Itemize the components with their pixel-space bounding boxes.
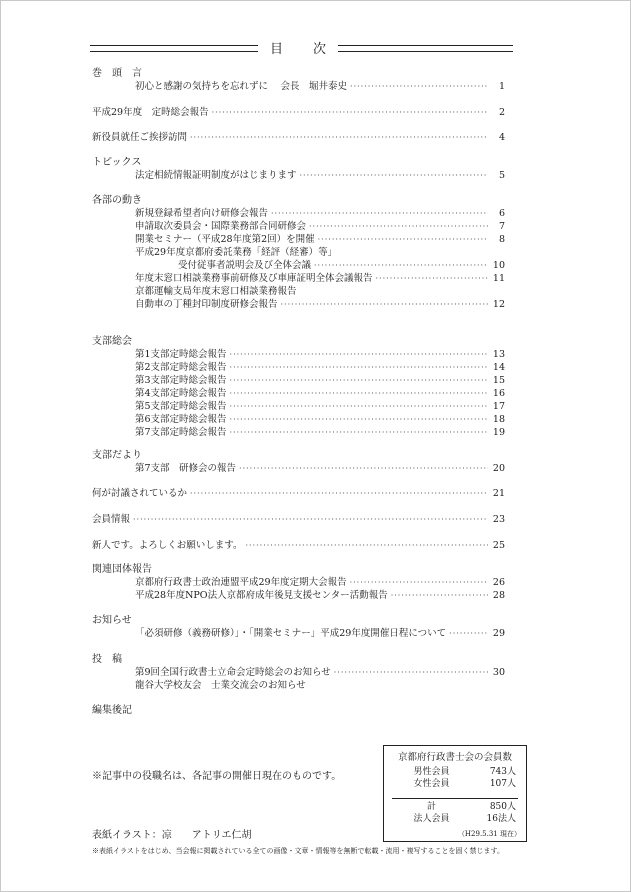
- member-label: 女性会員: [413, 779, 450, 789]
- entry-title: 新役員就任ご挨拶訪問: [92, 132, 188, 143]
- leader-dots: [449, 627, 488, 640]
- member-row-male: [384, 767, 526, 778]
- toc-entry[interactable]: [135, 400, 505, 413]
- entry-title: 自動車の丁種封印制度研修会報告: [135, 299, 278, 310]
- entry-title: 初心と感謝の気持ちを忘れずに 会長 堀井泰史: [135, 81, 348, 92]
- entry-title: 会員情報: [92, 514, 131, 525]
- leader-dots: [376, 272, 488, 285]
- page-number: 17: [492, 401, 505, 412]
- member-value: 107人: [489, 779, 516, 789]
- toc-entry[interactable]: [92, 131, 505, 144]
- entry-title: 新規登録希望者向け研修会報告: [135, 208, 269, 219]
- page-number: 26: [492, 577, 505, 588]
- leader-dots: [271, 207, 488, 220]
- toc-entry[interactable]: [135, 272, 505, 285]
- page-number: 18: [492, 414, 505, 425]
- toc-entry[interactable]: [135, 426, 505, 439]
- role-note: ※記事中の役職名は、各記事の開催日現在のものです。: [92, 771, 342, 782]
- leader-dots: [300, 169, 488, 182]
- entry-title: 第1支部定時総会報告: [135, 349, 227, 360]
- entry-title: 第3支部定時総会報告: [135, 375, 227, 386]
- toc-entry[interactable]: [92, 513, 505, 526]
- member-value: 743人: [489, 767, 516, 777]
- title-rule-left: [90, 45, 258, 52]
- page-number: 21: [492, 488, 505, 499]
- leader-dots: [350, 80, 488, 93]
- leader-dots: [230, 413, 488, 426]
- page-number: 5: [498, 170, 505, 181]
- page-number: 28: [492, 590, 505, 601]
- leader-dots: [239, 462, 488, 475]
- leader-dots: [245, 539, 488, 552]
- section-topics: トピックス: [92, 157, 142, 168]
- leader-dots: [230, 387, 488, 400]
- page-number: 15: [492, 375, 505, 386]
- member-label: 法人会員: [413, 814, 450, 824]
- member-row-corp: [384, 814, 526, 825]
- toc-entry[interactable]: [135, 348, 505, 361]
- page-number: 13: [492, 349, 505, 360]
- toc-entry[interactable]: [135, 462, 505, 475]
- toc-entry[interactable]: [92, 487, 505, 500]
- leader-dots: [391, 589, 488, 602]
- entry-title: 新人です。よろしくお願いします。: [92, 540, 243, 551]
- title-rule-right: [338, 45, 513, 52]
- leader-dots: [230, 426, 488, 439]
- toc-entry-line: 京都運輸支局年度末窓口相談業務報告: [135, 286, 297, 297]
- toc-entry[interactable]: [135, 298, 505, 311]
- entry-title: 第4支部定時総会報告: [135, 388, 227, 399]
- toc-entry-line: 平成29年度京都府委託業務「経評（経審）等」: [135, 247, 338, 258]
- leader-dots: [350, 576, 488, 589]
- page-number: 1: [498, 81, 505, 92]
- member-count-box: [383, 745, 527, 842]
- entry-title: 受付従事者説明会及び全体会議: [178, 260, 312, 271]
- page-number: 29: [492, 628, 505, 639]
- leader-dots: [212, 106, 488, 119]
- entry-title: 法定相続情報証明制度がはじまります: [135, 170, 297, 181]
- page-number: 2: [498, 107, 505, 118]
- entry-title: 第9回全国行政書士立命会定時総会のお知らせ: [135, 667, 331, 678]
- section-shibu-soukai: 支部総会: [92, 336, 132, 347]
- page-number: 10: [492, 260, 505, 271]
- toc-entry[interactable]: [92, 106, 505, 119]
- entry-title: 第2支部定時総会報告: [135, 362, 227, 373]
- entry-title: 申請取次委員会・国際業務部合同研修会: [135, 221, 307, 232]
- page-number: 23: [492, 514, 505, 525]
- entry-title: 第7支部 研修会の報告: [135, 463, 237, 474]
- leader-dots: [133, 513, 488, 526]
- entry-title: 「必須研修（義務研修）」・「開業セミナー」平成29年度開催日程について: [135, 628, 447, 639]
- leader-dots: [309, 220, 488, 233]
- leader-dots: [230, 400, 488, 413]
- section-touko: 投稿: [92, 654, 132, 665]
- entry-title: 第5支部定時総会報告: [135, 401, 227, 412]
- entry-title: 何が討議されているか: [92, 488, 188, 499]
- toc-entry[interactable]: [135, 233, 505, 246]
- page-number: 7: [498, 221, 505, 232]
- toc-entry[interactable]: [135, 220, 505, 233]
- entry-title: 第6支部定時総会報告: [135, 414, 227, 425]
- leader-dots: [281, 298, 488, 311]
- member-label: 計: [426, 802, 436, 812]
- leader-dots: [318, 233, 488, 246]
- member-row-female: [384, 779, 526, 790]
- leader-dots: [334, 666, 488, 679]
- section-bukai: 各部の動き: [92, 195, 142, 206]
- entry-title: 平成29年度 定時総会報告: [92, 107, 209, 118]
- toc-entry[interactable]: [135, 576, 505, 589]
- toc-entry[interactable]: [178, 259, 505, 272]
- page-number: 19: [492, 427, 505, 438]
- toc-entry[interactable]: [135, 666, 505, 679]
- title-char-1: 目: [270, 42, 284, 57]
- leader-dots: [230, 348, 488, 361]
- leader-dots: [190, 487, 488, 500]
- page-number: 30: [492, 667, 505, 678]
- section-oshirase: お知らせ: [92, 615, 132, 626]
- toc-entry-line: 龍谷大学校友会 士業交流会のお知らせ: [135, 680, 306, 691]
- page-number: 14: [492, 362, 505, 373]
- section-henshu: 編集後記: [92, 705, 132, 716]
- toc-entry[interactable]: [135, 207, 505, 220]
- page-number: 25: [492, 540, 505, 551]
- member-label: 男性会員: [413, 767, 450, 777]
- toc-entry[interactable]: [135, 361, 505, 374]
- entry-title: 第7支部定時総会報告: [135, 427, 227, 438]
- leader-dots: [190, 131, 488, 144]
- toc-entry[interactable]: [135, 589, 505, 602]
- section-shibu-dayori: 支部だより: [92, 450, 142, 461]
- copyright-footnote: ※表紙イラストをはじめ、当会報に掲載されている全ての画像・文章・情報等を無断で転載・流用・複写することを固く禁じます。: [92, 847, 504, 855]
- member-box-title: 京都府行政書士会の会員数: [397, 752, 512, 763]
- page-number: 12: [492, 299, 505, 310]
- page-number: 4: [498, 132, 505, 143]
- page-number: 11: [492, 273, 505, 284]
- page-number: 20: [492, 463, 505, 474]
- section-kantogen: 巻頭言: [92, 68, 152, 79]
- toc-entry[interactable]: [135, 387, 505, 400]
- section-kanren: 関連団体報告: [92, 564, 152, 575]
- member-row-total: [384, 802, 526, 813]
- entry-title: 京都府行政書士政治連盟平成29年度定期大会報告: [135, 577, 347, 588]
- leader-dots: [230, 374, 488, 387]
- title-char-2: 次: [312, 42, 326, 57]
- member-as-of: （H29.5.31 現在）: [457, 830, 521, 838]
- toc-entry[interactable]: [135, 80, 505, 93]
- entry-title: 開業セミナー（平成28年度第2回）を開催: [135, 234, 315, 245]
- page-number: 8: [498, 234, 505, 245]
- cover-credit: 表紙イラスト：凉 アトリエ仁胡: [92, 830, 252, 841]
- toc-entry[interactable]: [135, 627, 505, 640]
- toc-entry[interactable]: [135, 169, 505, 182]
- member-value: 16法人: [486, 814, 516, 824]
- page-title: [258, 38, 338, 57]
- page-number: 16: [492, 388, 505, 399]
- member-value: 850人: [489, 802, 516, 812]
- member-divider: [392, 798, 518, 799]
- toc-entry[interactable]: [92, 539, 505, 552]
- entry-title: 年度末窓口相談業務事前研修及び車庫証明全体会議報告: [135, 273, 373, 284]
- entry-title: 平成28年度NPO法人京都府成年後見支援センター活動報告: [135, 590, 388, 601]
- leader-dots: [314, 259, 488, 272]
- toc-entry[interactable]: [135, 413, 505, 426]
- page-number: 6: [498, 208, 505, 219]
- toc-entry[interactable]: [135, 374, 505, 387]
- leader-dots: [230, 361, 488, 374]
